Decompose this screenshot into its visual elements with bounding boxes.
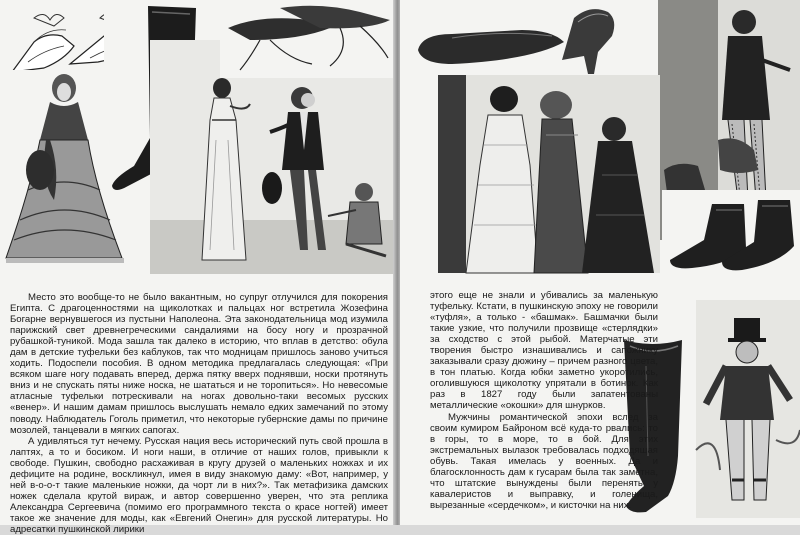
left-paragraph-1: Место это вообще-то не было вакантным, но супруг отлучился для покорения Египта. С драгоценностями на щиколотках и пальцах ног встретила Жозефина Богарне вернувшегося из пустыни Наполеона. Эта законодательница мод изумила парижский свет древнегреческими сандалиями на босу ногу и прозрачной рубашкой-туникой. Мода зашла так далеко в историю, что вплав в детство: обула дам в детские туфельки без каблуков, так что модницам пришлось заново учиться ходить. Подоспели пособия. В одном методика предлагалась следующая: «При всяком шаге ногу подавать вперед, держа пятку вверх поднявши, носки протянуть вниз и не спускать пяты ниже носка, не шататься и не торопиться». Но невесомые атласные туфельки потрескивали на ногах довольно-таки весомых русских «венер». И нашим дамам пришлось выслушать немало едких замечаний по этому поводу. Наблюдатель Гоголь приметил, что некоторые губернские дамы по причине мозолей, танцевали в мягких сапогах. [10,292,388,436]
right-paragraph-2: Мужчины романтической эпохи вслед за своим кумиром Байроном всё куда-то рвались: то в горы, то в море, то в бой. Для этих экстремальных вылазок требовалась подходящая обувь. Такая имелась у военных. Да и благосклонность дам к гусарам была так заметна, что штатские вынуждены были перенять у кавалеристов и выправку, и голенища, вырезанные «сердечком», и кисточки на них. [430,411,658,511]
right-paragraph-1: этого еще не знали и убивались за маленькую туфельку. Кстати, в пушкинскую эпоху не говорили «туфля», а только - «башмак». Башмачки были такие узкие, что получили прозвище «стерлядки» за сходство с этой рыбой. Матерчатые эти творения быстро изнашивались и сапожнику заказывали сразу дюжину – причем разного цвета, в тон платью. Когда юбки заметно укоротились, оголившуюся щиколотку упрятали в ботинок. Как раз в 1827 году были запатентованы металлические «окошки» для шнурков. [430,290,658,412]
slipper-and-heeled-shoe-engraving [412,0,622,78]
right-page-text [430,290,658,511]
women-at-shoemaker-scene [438,75,660,273]
left-page-text [10,292,388,535]
left-page [0,0,395,535]
right-page [400,0,800,525]
ankle-boots-engraving [662,190,800,276]
left-paragraph-2: А удивляться тут нечему. Русская нация весь исторический путь свой прошла в лаптях, а то и босиком. И ноги наши, в отличие от наших голов, привыкли к свободе. Пушкин, свободно расхаживая в кругу друзей о маленьких ножках и их дефиците на родине, воскликнул, имея в виду знакомую даму: «Вот, например, у ней в-о-о-т такие маленькие ножки, да чорт ли в них?». Так метафизика дамских ножек сделала крутой вираж, и автор совершенно уверен, что эта реплика Александра Сергеевича (помимо его программного текста о красе ногтей) имеет такое же значение для моды, как «Евгений Онегин» для русской литературы. Но адресатки пушкинской лирики [10,435,388,535]
hussar-soldier-engraving [696,300,800,518]
ribbon-slippers-engraving [220,0,395,78]
